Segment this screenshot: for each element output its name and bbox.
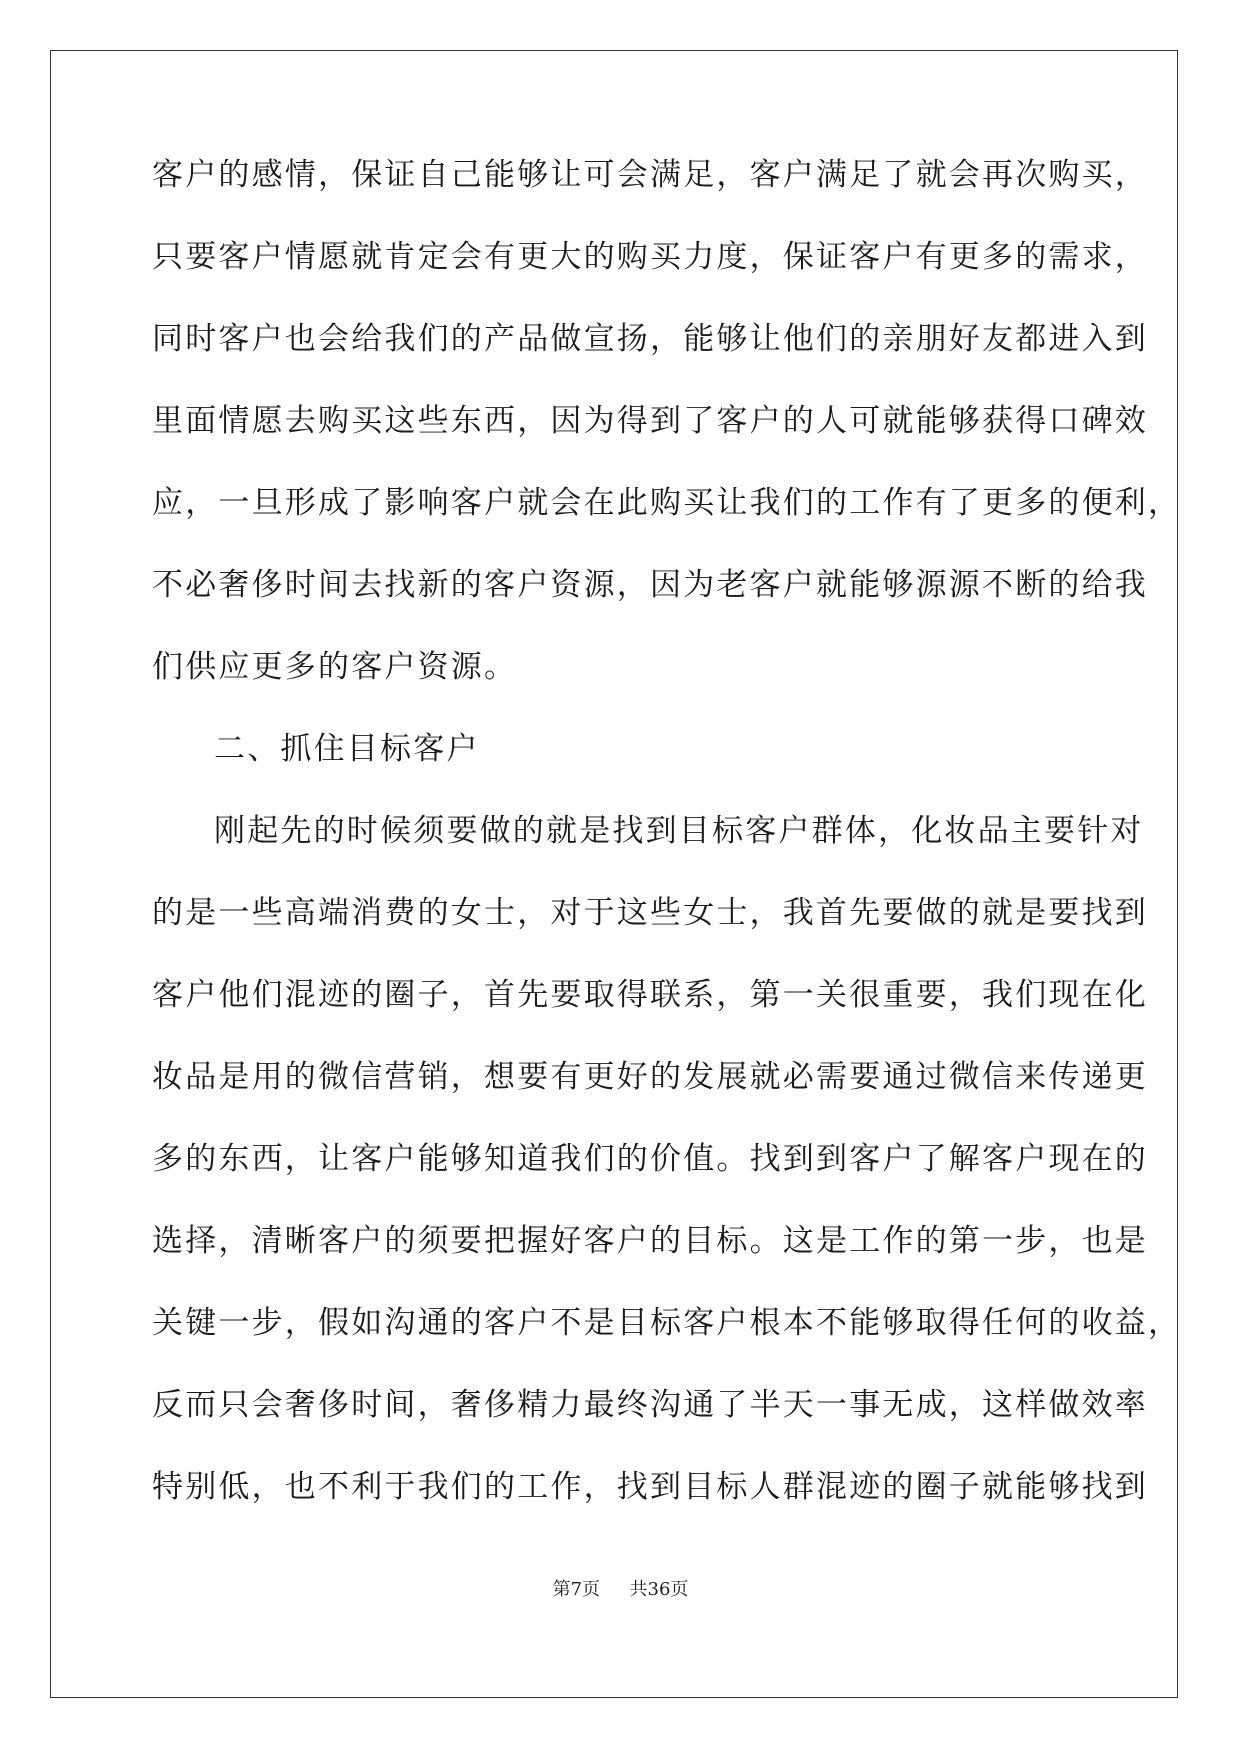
- page-number-total: 共36页: [629, 1579, 689, 1600]
- paragraph-line: 里面情愿去购买这些东西，因为得到了客户的人可就能够获得口碑效: [152, 403, 1148, 439]
- page-number-current: 第7页: [552, 1579, 601, 1600]
- paragraph-line: 反而只会奢侈时间，奢侈精力最终沟通了半天一事无成，这样做效率: [152, 1387, 1148, 1423]
- paragraph-line: 客户他们混迹的圈子，首先要取得联系，第一关很重要，我们现在化: [152, 977, 1148, 1013]
- paragraph-line: 应，一旦形成了影响客户就会在此购买让我们的工作有了更多的便利，: [152, 485, 1182, 521]
- page-footer: [0, 1580, 1241, 1600]
- paragraph-line: 的是一些高端消费的女士，对于这些女士，我首先要做的就是要找到: [152, 895, 1148, 931]
- section-heading: 二、抓住目标客户: [214, 731, 480, 767]
- paragraph-line: 们供应更多的客户资源。: [152, 649, 518, 685]
- paragraph-line: 只要客户情愿就肯定会有更大的购买力度，保证客户有更多的需求，: [152, 239, 1148, 275]
- paragraph-line: 不必奢侈时间去找新的客户资源，因为老客户就能够源源不断的给我: [152, 567, 1148, 603]
- paragraph-line: 妆品是用的微信营销，想要有更好的发展就必需要通过微信来传递更: [152, 1059, 1148, 1095]
- paragraph-line: 刚起先的时候须要做的就是找到目标客户群体，化妆品主要针对: [214, 813, 1144, 849]
- document-body: [152, 157, 1182, 1552]
- paragraph-line: 选择，清晰客户的须要把握好客户的目标。这是工作的第一步，也是: [152, 1223, 1148, 1259]
- paragraph-line: 特别低，也不利于我们的工作，找到目标人群混迹的圈子就能够找到: [152, 1469, 1148, 1505]
- paragraph-line: 多的东西，让客户能够知道我们的价值。找到到客户了解客户现在的: [152, 1141, 1148, 1177]
- paragraph-line: 同时客户也会给我们的产品做宣扬，能够让他们的亲朋好友都进入到: [152, 321, 1148, 357]
- paragraph-line: 关键一步，假如沟通的客户不是目标客户根本不能够取得任何的收益，: [152, 1305, 1182, 1341]
- paragraph-line: 客户的感情，保证自己能够让可会满足，客户满足了就会再次购买，: [152, 157, 1148, 193]
